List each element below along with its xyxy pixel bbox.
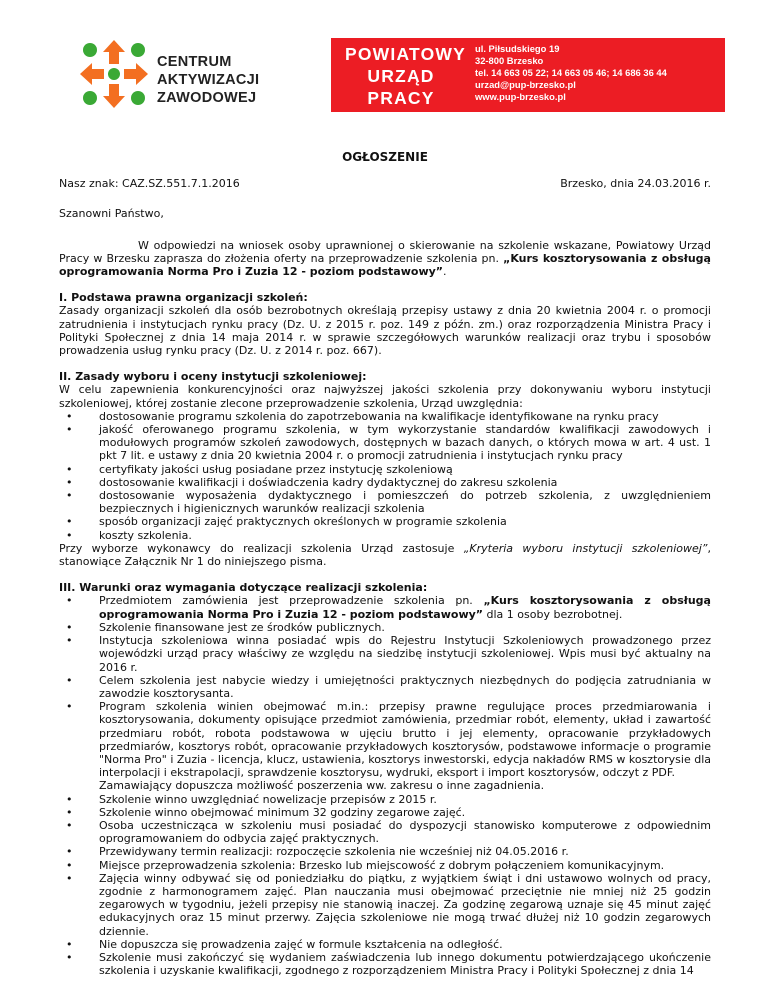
reference-number: Nasz znak: CAZ.SZ.551.7.1.2016 (59, 177, 240, 191)
criteria-title: „Kryteria wyboru instytucji szkoleniowej” (463, 541, 708, 555)
criteria-list (59, 410, 711, 542)
list-item: • certyfikaty jakości usług posiadane przez instytucję szkoleniową (99, 463, 711, 476)
list-item: • Przewidywany termin realizacji: rozpoczęcie szkolenia nie wcześniej niż 04.05.2016 r. (99, 845, 711, 858)
course-name: „Kurs kosztorysowania z obsługą oprogramowania Norma Pro i Zuzia 12 - poziom podstawowy” (59, 251, 711, 279)
list-item: • Nie dopuszcza się prowadzenia zajęć w formule kształcenia na odległość. (99, 938, 711, 951)
conditions-list (59, 594, 711, 977)
section-1-text: Zasady organizacji szkoleń dla osób bezrobotnych określają przepisy ustawy z dnia 20 kwietnia 2004 r. o promocji zatrudnienia i instytucjach rynku pracy (Dz. U. z 2015 r. poz. 149 z późn. zm.) oraz rozporządzenia Ministra Pracy i Polityki Społecznej z dnia 14 maja 2014 r. w sprawie szczegółowych warunków realizacji oraz trybu i sposobów prowadzenia usług rynku pracy (Dz. U. z 2014 r. poz. 667). (59, 304, 711, 358)
logo-line: CENTRUM (157, 54, 232, 70)
list-item: • Szkolenie finansowane jest ze środków publicznych. (99, 621, 711, 634)
list-item: • Osoba uczestnicząca w szkoleniu musi posiadać do dyspozycji stanowisko komputerowe z odpowiednim oprogramowaniem do odbycia zajęć praktycznych. (99, 819, 711, 845)
logo-line: ZAWODOWEJ (157, 90, 257, 106)
phone-line: tel. 14 663 05 22; 14 663 05 46; 14 686 36 44 (475, 67, 667, 78)
office-line: POWIATOWY (345, 44, 466, 64)
section-2-intro: W celu zapewnienia konkurencyjności oraz najwyższej jakości szkolenia przy dokonywaniu wyboru instytucji szkoleniowej, której zostanie zlecone przeprowadzenie szkolenia, Urząd uwzględnia: (59, 383, 711, 410)
list-item (99, 594, 711, 620)
section-2-heading: II. Zasady wyboru i oceny instytucji szkoleniowej: (59, 370, 367, 384)
office-contact (475, 43, 667, 103)
document-title: OGŁOSZENIE (342, 150, 428, 164)
list-item: • Zajęcia winny odbywać się od poniedziałku do piątku, z wyjątkiem świąt i dni ustawowo wolnych od pracy, zgodnie z harmonogramem zajęć. Plan nauczania musi obejmować przeciętnie nie mniej niż 25 godzin zegarowych w tygodniu, jeżeli przepisy nie stanowią inaczej. Za godzinę zegarową uznaje się 45 minut zajęć edukacyjnych oraz 15 minut przerwy. Zajęcia szkoleniowe nie mogą trwać dłużej niż 10 godzin zegarowych dziennie. (99, 872, 711, 938)
list-item: • Miejsce przeprowadzenia szkolenia: Brzesko lub miejscowość z dobrym połączeniem komunikacyjnym. (99, 859, 711, 872)
arrows-logo-icon (78, 38, 150, 110)
intro-end: . (443, 265, 447, 279)
office-name (345, 43, 466, 153)
email-link[interactable]: urzad@pup-brzesko.pl (475, 79, 576, 90)
subject-end: dla 1 osoby bezrobotnej. (483, 607, 623, 621)
postal-line: 32-800 Brzesko (475, 55, 544, 66)
subject-text: Przedmiotem zamówienia jest przeprowadzenie szkolenia pn. (99, 594, 484, 608)
list-item: • dostosowanie programu szkolenia do zapotrzebowania na kwalifikacje identyfikowane na rynku pracy (99, 410, 711, 423)
list-item: • Celem szkolenia jest nabycie wiedzy i umiejętności praktycznych niezbędnych do podjęcia zatrudniania w zawodzie kosztorysanta. (99, 674, 711, 700)
section-1-heading: I. Podstawa prawna organizacji szkoleń: (59, 291, 308, 305)
program-note: Zamawiający dopuszcza możliwość poszerzenia ww. zakresu o inne zagadnienia. (99, 779, 545, 793)
intro-paragraph (59, 239, 711, 279)
list-item: • Szkolenie musi zakończyć się wydaniem zaświadczenia lub innego dokumentu potwierdzającego ukończenie szkolenia i uzyskanie kwalifikacji, zgodnego z rozporządzeniem Ministra Pracy i Polityki Społecznej z dnia 14 (99, 951, 711, 977)
letterhead (0, 0, 768, 152)
outro-end: , stanowiące Załącznik Nr 1 do niniejszego pisma. (59, 541, 712, 569)
greeting: Szanowni Państwo, (59, 207, 164, 221)
office-line: W BRZESKU (354, 110, 448, 152)
list-item: • dostosowanie wyposażenia dydaktycznego i pomieszczeń do potrzeb szkolenia, z uwzględnieniem bezpiecznych i higienicznych warunków realizacji szkolenia (99, 489, 711, 515)
logo-text (157, 53, 259, 107)
document-meta (59, 177, 711, 190)
list-item: • sposób organizacji zajęć praktycznych określonych w programie szkolenia (99, 515, 711, 528)
office-line: URZĄD PRACY (367, 66, 435, 108)
section-2-outro (59, 542, 711, 568)
list-item: • jakość oferowanego programu szkolenia, w tym wykorzystanie standardów kwalifikacji zawodowych i modułowych programów szkoleń zawodowych, dostępnych w bazach danych, o których mowa w art. 4 ust. 1 pkt 7 lit. e ustawy z dnia 20 kwietnia 2004 r. o promocji zatrudnienia i instytucjach rynku pracy (99, 423, 711, 463)
logo-line: AKTYWIZACJI (157, 72, 260, 88)
section-3-heading: III. Warunki oraz wymagania dotyczące realizacji szkolenia: (59, 581, 428, 595)
website-link[interactable]: www.pup-brzesko.pl (475, 91, 566, 102)
list-item: • dostosowanie kwalifikacji i doświadczenia kadry dydaktycznej do zakresu szkolenia (99, 476, 711, 489)
address-line: ul. Piłsudskiego 19 (475, 43, 560, 54)
list-item: • Instytucja szkoleniowa winna posiadać wpis do Rejestru Instytucji Szkoleniowych prowadzonego przez wojewódzki urząd pracy właściwy ze względu na siedzibę instytucji szkoleniowej. Wpis musi być aktualny na 2016 r. (99, 634, 711, 674)
course-name: „Kurs kosztorysowania z obsługą oprogramowania Norma Pro i Zuzia 12 - poziom podstawowy” (99, 594, 711, 621)
document-body (59, 151, 711, 977)
program-text: • Program szkolenia winien obejmować m.in.: przepisy prawne regulujące proces przedmiarowania i kosztorysowania, dokumenty opisujące przedmiot zamówienia, przedmiar robót, elementy, układ i zawartość przedmiaru robót, robota podstawowa w ujęciu brutto i jej elementy, opracowanie przykładowych przedmiarów, kosztorys robót, opracowanie przykładowych kosztorysów, podstawowe informacje o programie "Norma Pro" i Zuzia - licencja, klucz, ustawienia, kosztorys inwestorski, edycja nakładów RMS w kosztorysie dla interpolacji i ekstrapolacji, sprawdzenie kosztorysu, wydruki, eksport i import kosztorysów, odczyt z PDF. (99, 700, 711, 780)
list-item: • koszty szkolenia. (99, 529, 711, 542)
intro-text: W odpowiedzi na wniosek osoby uprawnionej o skierowanie na szkolenie wskazane, Powiatowy Urząd Pracy w Brzesku zaprasza do złożenia oferty na przeprowadzenie szkolenia pn. (59, 238, 711, 265)
list-item (99, 700, 711, 792)
place-date: Brzesko, dnia 24.03.2016 r. (560, 177, 711, 191)
list-item: • Szkolenie winno uwzględniać nowelizacje przepisów z 2015 r. (99, 793, 711, 806)
outro-text: Przy wyborze wykonawcy do realizacji szkolenia Urząd zastosuje (59, 541, 464, 555)
list-item: • Szkolenie winno obejmować minimum 32 godziny zegarowe zajęć. (99, 806, 711, 819)
